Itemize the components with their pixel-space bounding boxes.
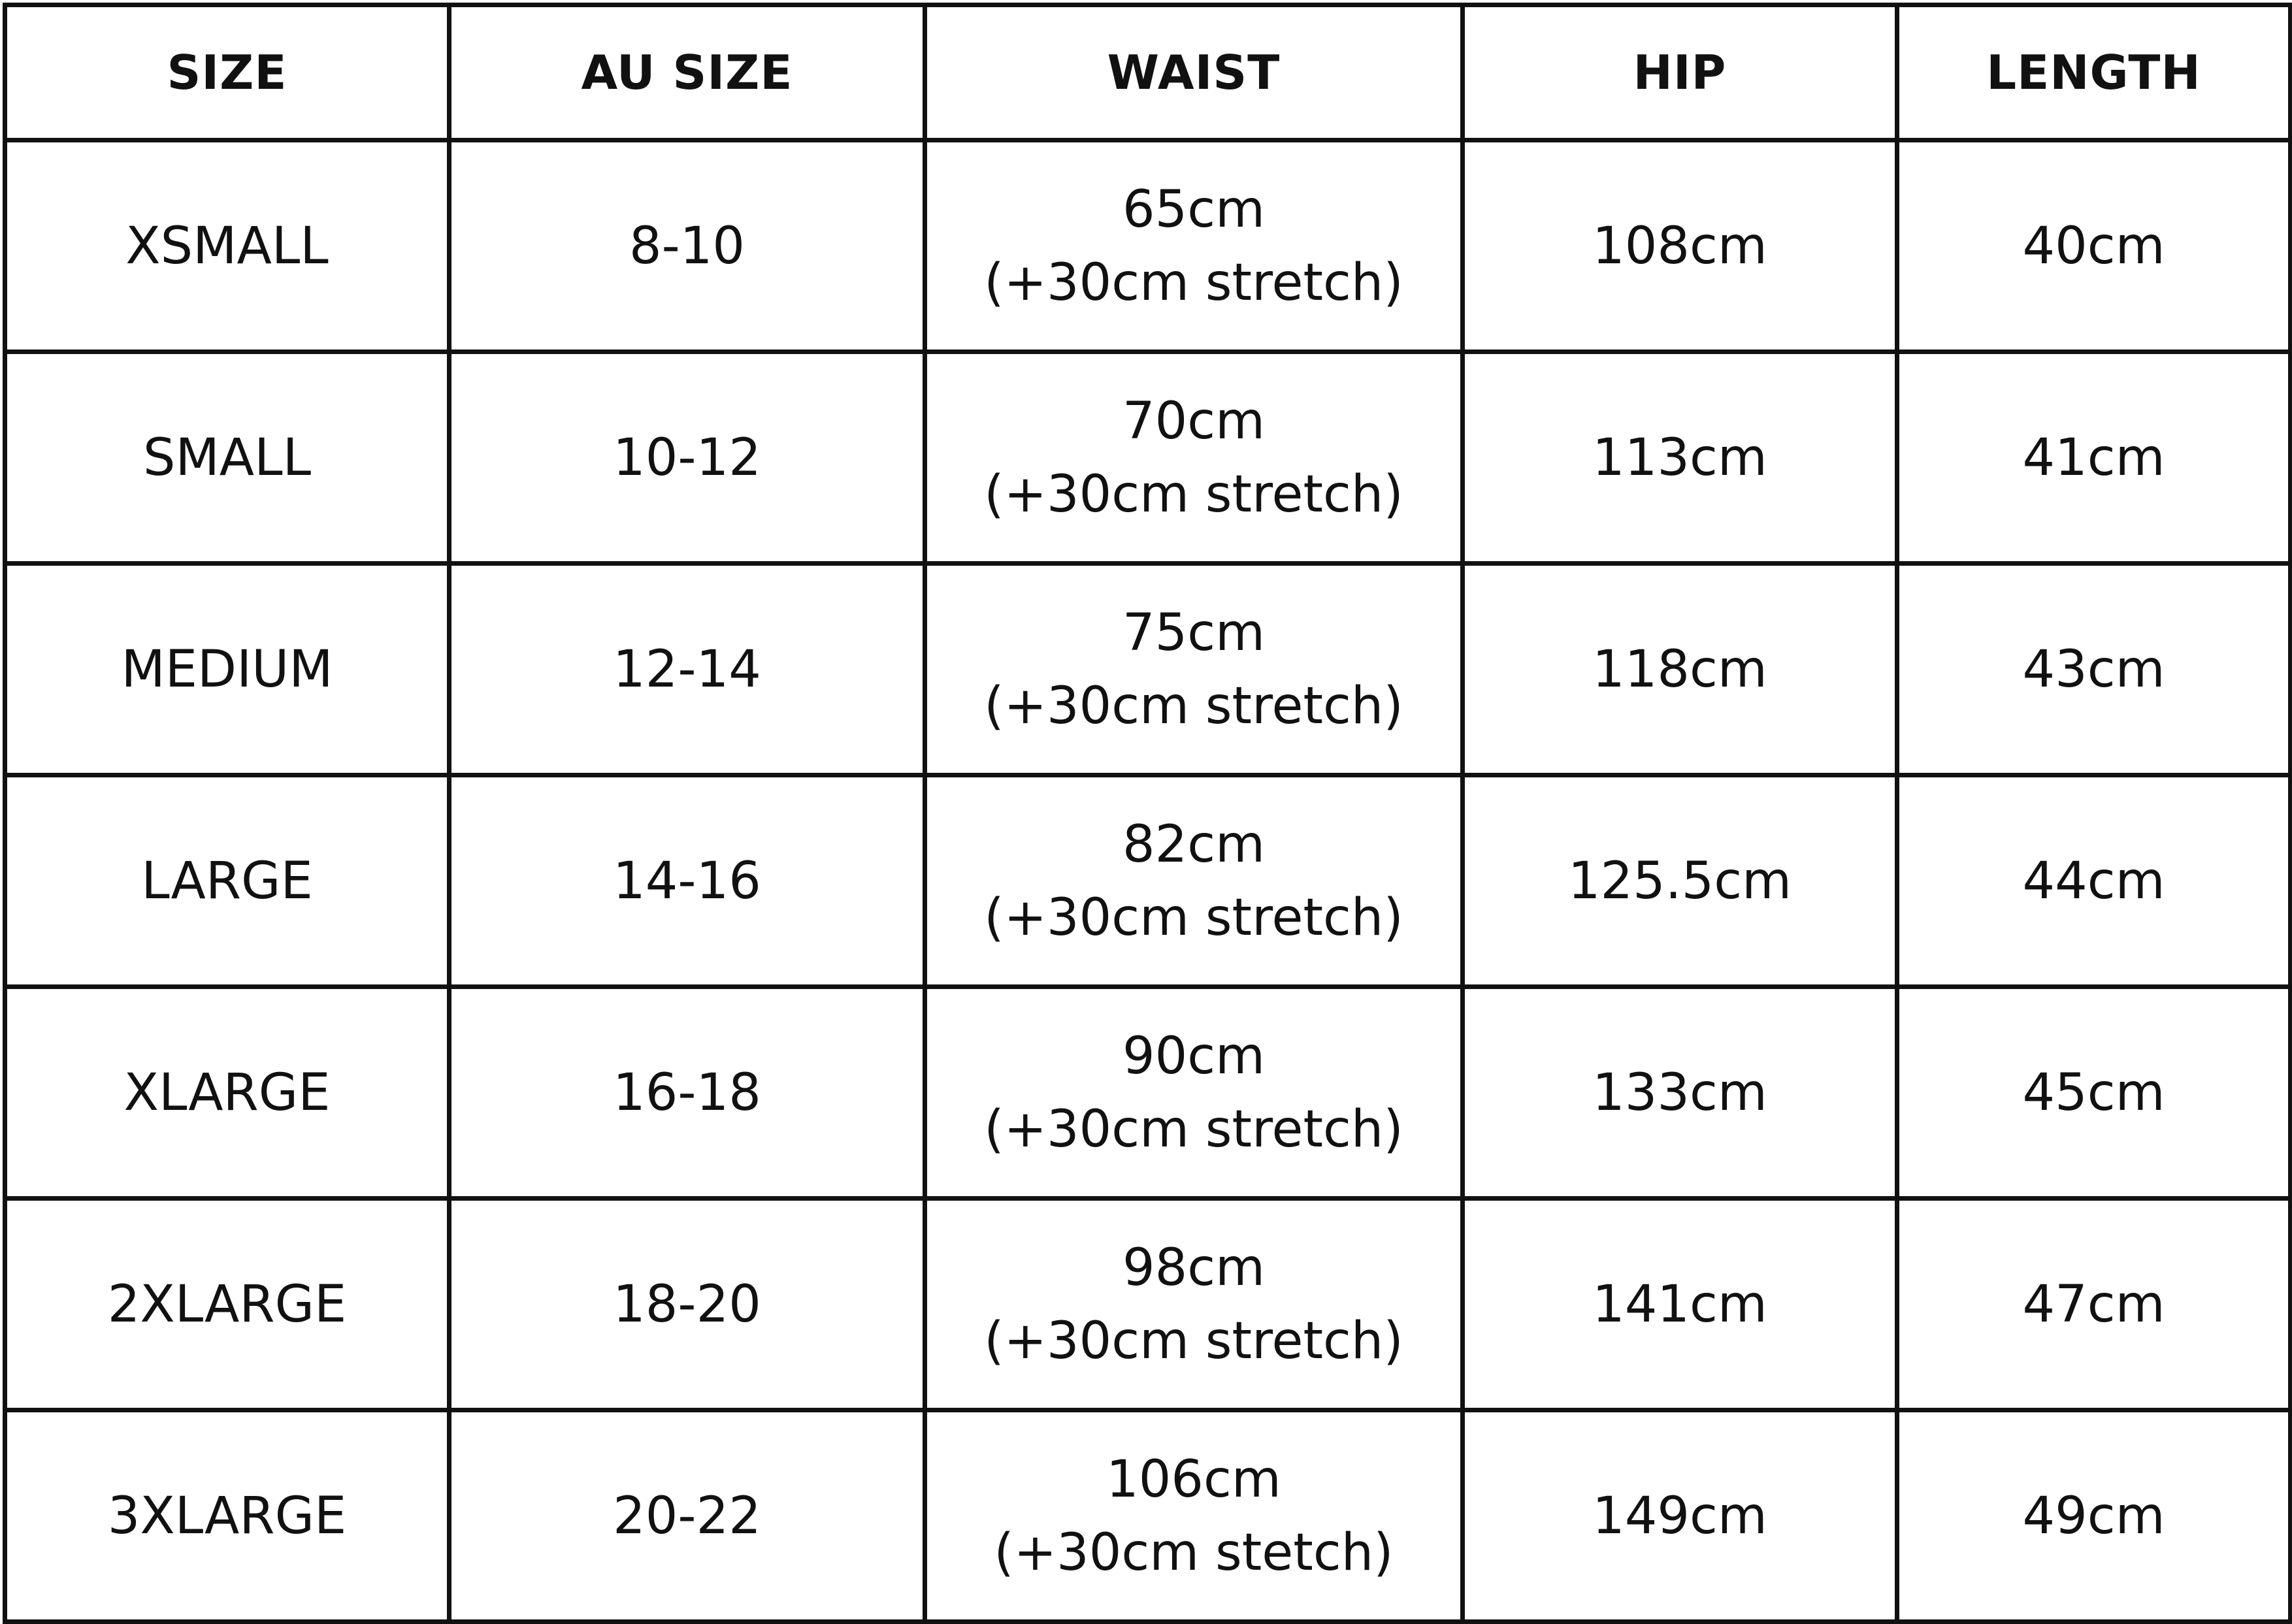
size-cell: 3XLARGE	[5, 1410, 450, 1622]
au-size-cell: 8-10	[450, 140, 925, 352]
table-row	[5, 775, 2291, 987]
waist-stretch-note: (+30cm stretch)	[984, 253, 1403, 312]
length-cell: 40cm	[1897, 140, 2291, 352]
length-cell: 41cm	[1897, 352, 2291, 564]
waist-cell	[925, 1199, 1463, 1410]
waist-stretch-note: (+30cm stretch)	[984, 676, 1403, 736]
waist-cell	[925, 1410, 1463, 1622]
waist-stretch-note: (+30cm stretch)	[984, 464, 1403, 524]
au-size-cell: 16-18	[450, 987, 925, 1199]
header-length: LENGTH	[1897, 5, 2291, 140]
size-cell: MEDIUM	[5, 564, 450, 775]
size-cell: SMALL	[5, 352, 450, 564]
waist-cell	[925, 352, 1463, 564]
waist-cell	[925, 564, 1463, 775]
waist-cell	[925, 140, 1463, 352]
table-row	[5, 987, 2291, 1199]
table-body	[5, 140, 2291, 1622]
hip-cell: 125.5cm	[1463, 775, 1897, 987]
header-hip: HIP	[1463, 5, 1897, 140]
header-waist: WAIST	[925, 5, 1463, 140]
waist-stretch-note: (+30cm stetch)	[994, 1523, 1394, 1582]
length-cell: 49cm	[1897, 1410, 2291, 1622]
waist-stretch-note: (+30cm stretch)	[984, 1099, 1403, 1159]
table-row	[5, 1410, 2291, 1622]
au-size-cell: 18-20	[450, 1199, 925, 1410]
size-cell: LARGE	[5, 775, 450, 987]
au-size-cell: 14-16	[450, 775, 925, 987]
waist-stretch-note: (+30cm stretch)	[984, 888, 1403, 947]
header-size: SIZE	[5, 5, 450, 140]
table-row	[5, 564, 2291, 775]
size-cell: 2XLARGE	[5, 1199, 450, 1410]
waist-cell	[925, 775, 1463, 987]
waist-cell	[925, 987, 1463, 1199]
au-size-cell: 20-22	[450, 1410, 925, 1622]
hip-cell: 149cm	[1463, 1410, 1897, 1622]
length-cell: 44cm	[1897, 775, 2291, 987]
waist-value: 70cm	[1122, 391, 1266, 451]
table-row	[5, 140, 2291, 352]
waist-value: 82cm	[1122, 815, 1266, 874]
hip-cell: 133cm	[1463, 987, 1897, 1199]
table-row	[5, 1199, 2291, 1410]
table-header	[5, 5, 2291, 140]
size-cell: XLARGE	[5, 987, 450, 1199]
au-size-cell: 12-14	[450, 564, 925, 775]
length-cell: 47cm	[1897, 1199, 2291, 1410]
waist-value: 90cm	[1122, 1026, 1266, 1086]
waist-value: 75cm	[1122, 603, 1266, 662]
length-cell: 45cm	[1897, 987, 2291, 1199]
waist-stretch-note: (+30cm stretch)	[984, 1311, 1403, 1371]
au-size-cell: 10-12	[450, 352, 925, 564]
hip-cell: 141cm	[1463, 1199, 1897, 1410]
hip-cell: 113cm	[1463, 352, 1897, 564]
waist-value: 106cm	[1106, 1450, 1281, 1509]
header-row	[5, 5, 2291, 140]
hip-cell: 118cm	[1463, 564, 1897, 775]
waist-value: 98cm	[1122, 1238, 1266, 1297]
waist-value: 65cm	[1122, 180, 1266, 239]
size-chart-table	[3, 3, 2292, 1624]
hip-cell: 108cm	[1463, 140, 1897, 352]
header-au-size: AU SIZE	[450, 5, 925, 140]
table-row	[5, 352, 2291, 564]
length-cell: 43cm	[1897, 564, 2291, 775]
size-cell: XSMALL	[5, 140, 450, 352]
